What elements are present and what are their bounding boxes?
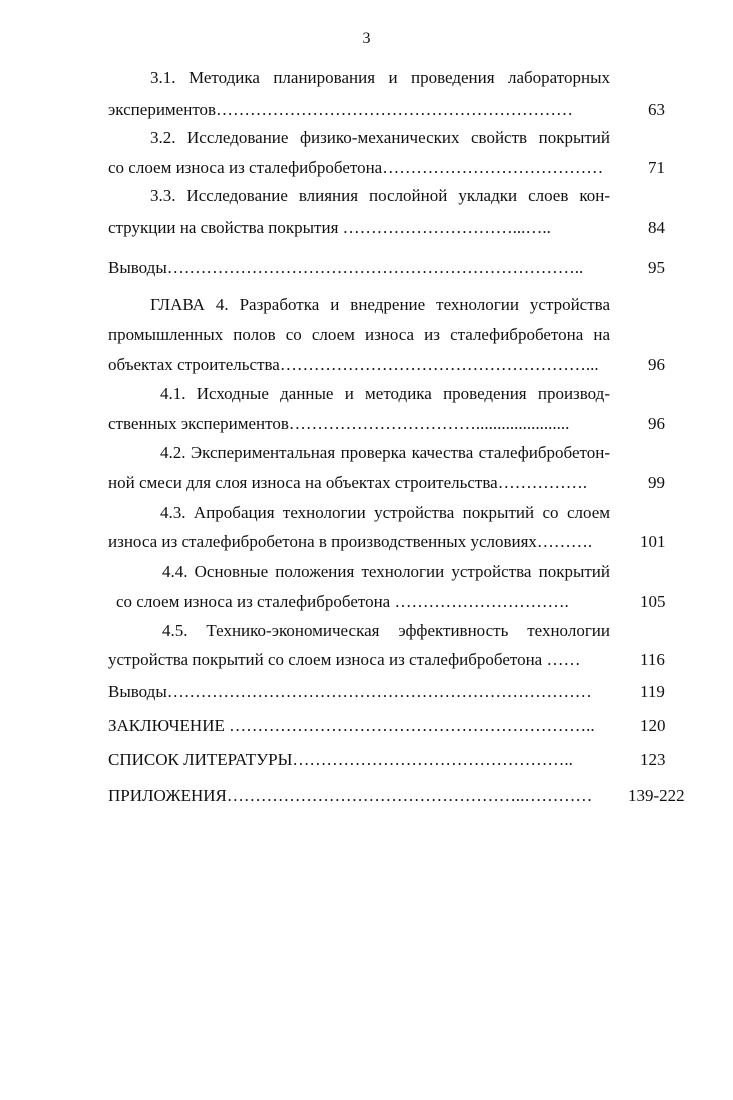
toc-page-number: 120 bbox=[640, 716, 666, 735]
toc-line: струкции на свойства покрытия …………………………...….. bbox=[108, 218, 551, 237]
toc-page-number: 96 bbox=[648, 355, 665, 374]
toc-line: ственных экспериментов……………………………...................... bbox=[108, 414, 570, 433]
toc-line: 4.2. Экспериментальная проверка качества сталефибробетон- bbox=[160, 443, 610, 462]
toc-line: Выводы………………………………………………………………… bbox=[108, 682, 592, 701]
toc-line: промышленных полов со слоем износа из сталефибробетона на bbox=[108, 325, 610, 344]
toc-line: ЗАКЛЮЧЕНИЕ ……………………………………………………….. bbox=[108, 716, 595, 735]
toc-page-number: 63 bbox=[648, 100, 665, 119]
toc-page-number: 139-222 bbox=[628, 786, 685, 805]
toc-line: 4.4. Основные положения технологии устройства покрытий bbox=[162, 562, 610, 581]
toc-line: со слоем износа из сталефибробетона………………………………… bbox=[108, 158, 604, 177]
toc-line: 3.2. Исследование физико-механических свойств покрытий bbox=[150, 128, 610, 147]
toc-line: износа из сталефибробетона в производственных условиях………. bbox=[108, 532, 593, 551]
toc-line: объектах строительства………………………………………………... bbox=[108, 355, 599, 374]
toc-page-number: 123 bbox=[640, 750, 666, 769]
toc-page-number: 84 bbox=[648, 218, 665, 237]
toc-line: ПРИЛОЖЕНИЯ……………………………………………..………… bbox=[108, 786, 593, 805]
toc-page-number: 99 bbox=[648, 473, 665, 492]
toc-page-number: 71 bbox=[648, 158, 665, 177]
toc-line: СПИСОК ЛИТЕРАТУРЫ………………………………………….. bbox=[108, 750, 573, 769]
toc-page-number: 95 bbox=[648, 258, 665, 277]
toc-page-number: 116 bbox=[640, 650, 665, 669]
toc-line: экспериментов……………………………………………………… bbox=[108, 100, 574, 119]
toc-line: 4.1. Исходные данные и методика проведения производ- bbox=[160, 384, 610, 403]
toc-line: ной смеси для слоя износа на объектах строительства……………. bbox=[108, 473, 587, 492]
toc-line: со слоем износа из сталефибробетона …………………………. bbox=[116, 592, 569, 611]
page-number: 3 bbox=[362, 30, 371, 47]
toc-line: 4.3. Апробация технологии устройства покрытий со слоем bbox=[160, 503, 610, 522]
toc-page-number: 105 bbox=[640, 592, 666, 611]
toc-page-number: 101 bbox=[640, 532, 666, 551]
toc-line: устройства покрытий со слоем износа из сталефибробетона …… bbox=[108, 650, 581, 669]
toc-line: 4.5. Технико-экономическая эффективность технологии bbox=[162, 621, 610, 640]
toc-line: Выводы……………………………………………………………….. bbox=[108, 258, 584, 277]
toc-line: 3.3. Исследование влияния послойной укладки слоев кон- bbox=[150, 186, 610, 205]
toc-page-number: 96 bbox=[648, 414, 665, 433]
toc-page-number: 119 bbox=[640, 682, 665, 701]
toc-line: ГЛАВА 4. Разработка и внедрение технологии устройства bbox=[150, 295, 610, 314]
toc-line: 3.1. Методика планирования и проведения лабораторных bbox=[150, 68, 610, 87]
